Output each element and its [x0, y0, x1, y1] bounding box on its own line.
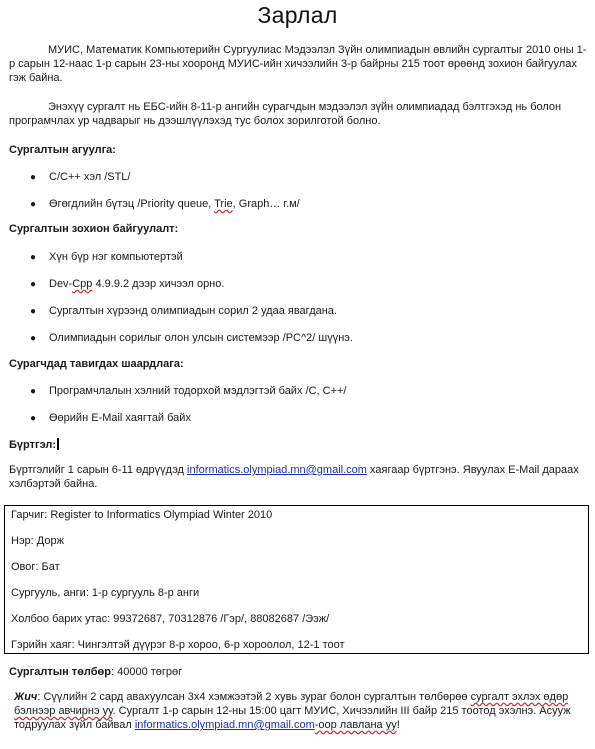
list-item — [30, 250, 183, 265]
fee-line — [9, 665, 587, 679]
registration-email-link[interactable]: informatics.olympiad.mn@gmail.com — [187, 464, 367, 476]
bullet-icon: ● — [30, 279, 37, 290]
list-item-text: 4.9.9.2 дээр хичээл орно. — [92, 278, 225, 290]
spellcheck-word: Trie — [214, 198, 233, 210]
template-address: Гэрийн хаяг: Чингэлтэй дүүрэг 8-р хороо, 6-р хороолол, 12-1 тоот — [11, 639, 345, 651]
template-name: Нэр: Дорж — [11, 535, 64, 547]
template-subject: Гарчиг: Register to Informatics Olympiad Winter 2010 — [11, 509, 273, 521]
registration-text: Бүртгэлийг 1 сарын 6-11 өдрүүдэд — [9, 464, 188, 476]
list-item-text: Өөрийн E-Mail хаягтай байх — [49, 412, 191, 424]
list-item — [30, 411, 191, 426]
bullet-icon: ● — [30, 333, 37, 344]
spellcheck-phrase: сургалт эхлэх өдөр бэлнээр авчирнэ уу — [14, 691, 569, 717]
registration-text: хаягаар бүртгэнэ. Явуулах E-Mail дараах хэлбэртэй байна. — [9, 464, 579, 490]
page-title: Зарлал — [257, 2, 338, 28]
note-label: Жич — [14, 691, 38, 703]
organization-heading: Сургалтын зохион байгуулалт: — [9, 223, 179, 235]
list-item-text: Хүн бүр нэг компьютертэй — [49, 251, 183, 263]
spellcheck-phrase: -оор лавлана уу — [314, 719, 397, 731]
note-text: . Сургалт 1-р сарын 12-ны 15:00 цагт МУИС, Хичээлийн III байр 215 тоотод эхэлнэ. Асууж тодруулах зүйл байвал — [14, 705, 571, 731]
list-item-text: Сургалтын хүрээнд олимпиадын сорил 2 удаа явагдана. — [49, 305, 337, 317]
template-school: Сургууль, анги: 1-р сургууль 8-р анги — [11, 587, 200, 599]
text-cursor — [57, 438, 59, 450]
list-item — [30, 384, 346, 399]
list-item-text: Програмчлалын хэлний тодорхой мэдлэгтэй байх /C, C++/ — [49, 385, 347, 397]
intro-paragraph-2: Энэхүү сургалт нь ЕБС-ийн 8-11-р ангийн сурагчдын мэдээлэл зүйн олимпиадад бэлтгэхэд нь болон програмчлах ур чадварыг нь дээшлүүлэхэд тус болох зорилготой болно. — [9, 101, 562, 127]
bullet-icon: ● — [30, 413, 37, 424]
requirements-heading: Сурагчдад тавигдах шаардлага: — [9, 358, 184, 370]
list-item-text: Өгөгдлийн бүтэц /Priority queue, — [49, 198, 215, 210]
registration-heading — [9, 438, 59, 451]
list-item-text: Олимпиадын сорилыг олон улсын системээр /PC^2/ шүүнэ. — [49, 332, 353, 344]
registration-heading-label: Бүртгэл: — [9, 439, 57, 451]
template-surname: Овог: Бат — [11, 561, 60, 573]
list-item — [30, 277, 224, 292]
list-item-text: C/C++ хэл /STL/ — [49, 171, 131, 183]
intro-paragraph-1: МУИС, Математик Компьютерийн Сургуулиас Мэдээлэл Зүйн олимпиадын өвлийн сургалтыг 2010 оны 1-р сарын 12-наас 1-р сарын 23-ны хооронд МУИС-ийн хичээлийн 3-р байрны 215 тоот өрөөнд зохион байгуулах гэж байна. — [9, 44, 587, 84]
template-phone: Холбоо барих утас: 99372687, 70312876 /Гэр/, 88082687 /Ээж/ — [11, 613, 330, 625]
note-paragraph — [14, 690, 589, 732]
fee-value: : 40000 төгрөг — [111, 666, 183, 678]
note-text: : Сүүлийн 2 сард авахуулсан 3х4 хэмжээтэй 2 хувь зураг болон сургалтын төлбөрөө — [37, 691, 471, 703]
spellcheck-word: Cpp — [72, 278, 93, 290]
bullet-icon: ● — [30, 252, 37, 263]
email-template-box — [4, 505, 589, 654]
content-heading: Сургалтын агуулга: — [9, 144, 116, 156]
list-item-text: Dev- — [49, 278, 73, 290]
registration-paragraph — [9, 463, 587, 491]
fee-label: Сургалтын төлбөр — [9, 666, 111, 678]
note-email-link[interactable]: informatics.olympiad.mn@gmail.com — [134, 719, 315, 731]
bullet-icon: ● — [30, 199, 37, 210]
list-item — [30, 331, 353, 346]
bullet-icon: ● — [30, 306, 37, 317]
list-item-text: , Graph… г.м/ — [232, 198, 300, 210]
note-text: ! — [396, 719, 400, 731]
list-item — [30, 197, 300, 212]
bullet-icon: ● — [30, 386, 37, 397]
bullet-icon: ● — [30, 172, 37, 183]
list-item — [30, 170, 130, 185]
list-item — [30, 304, 337, 319]
